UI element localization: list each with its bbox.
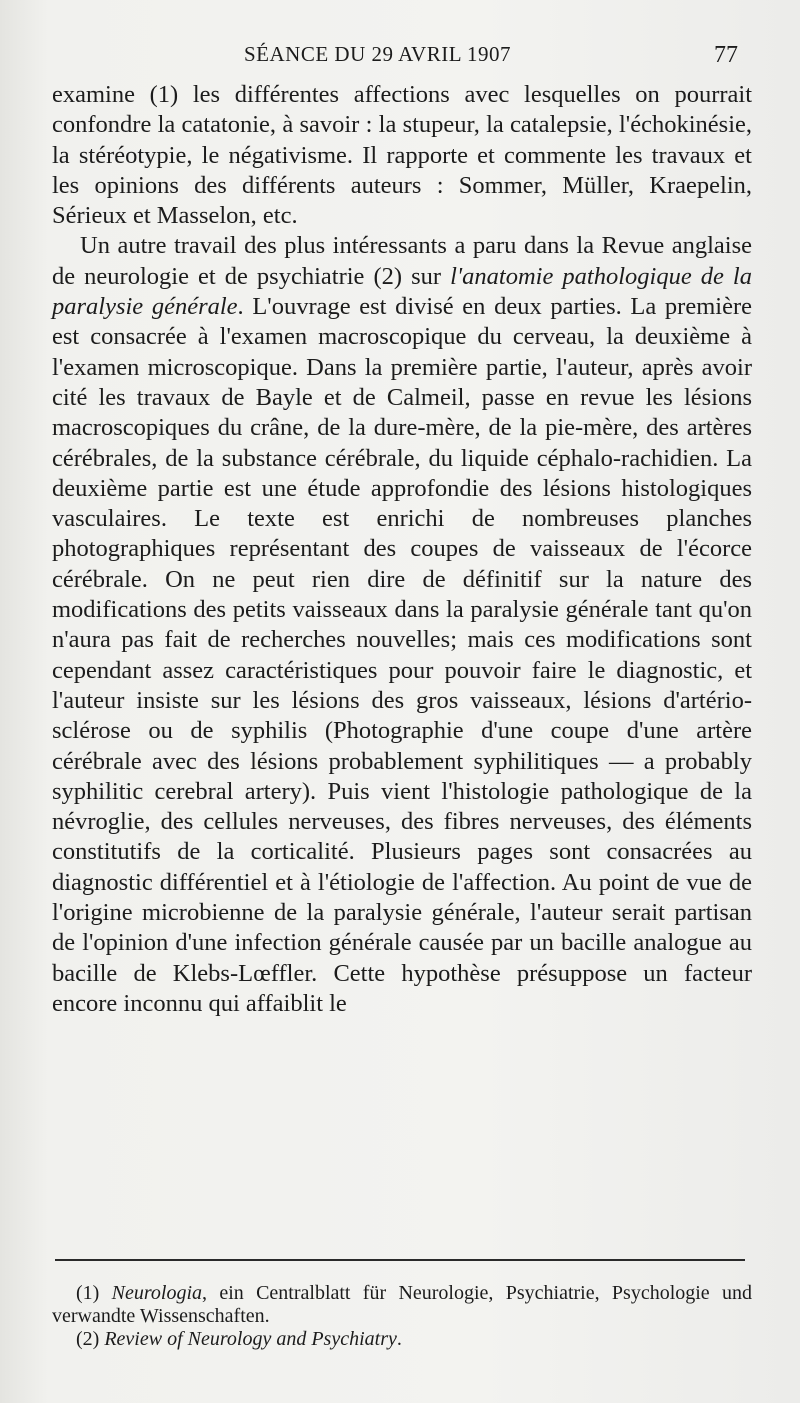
paragraph-1 [52, 80, 752, 231]
footnote-1-journal: Neurologia [111, 1282, 203, 1304]
footnote-2 [52, 1328, 752, 1351]
article-title: l'anatomie pathologique de la paralysie générale [52, 262, 752, 321]
page-number: 77 [714, 42, 738, 68]
footnote-1 [52, 1282, 752, 1328]
paragraph-2-intro: Un autre travail des plus intéressants a paru dans la Revue anglaise de neurologie et de psychiatrie (2) sur [52, 232, 752, 290]
footnote-1-number: (1) [76, 1282, 112, 1304]
footnotes [52, 1282, 752, 1351]
paragraph-1-text: examine (1) les différentes affections avec lesquelles on pourrait confondre la catatonie, à savoir : la stupeur, la catalepsie, l'échokinésie, la stéréotypie, le négativisme. Il rapporte et commente les travaux et les opinions des différents auteurs : Sommer, Müller, Kraepelin, Sérieux et Masselon, etc. [52, 81, 752, 230]
running-title: SÉANCE DU 29 AVRIL 1907 [244, 42, 512, 66]
footnote-2-journal: Review of Neurology and Psychiatry [104, 1328, 397, 1350]
footnote-2-number: (2) [76, 1328, 105, 1350]
footnote-rule [55, 1259, 745, 1261]
footnote-2-text: . [396, 1328, 402, 1350]
body-text [52, 80, 752, 1019]
footnote-1-text: , ein Centralblatt für Neurologie, Psychiatrie, Psychologie und verwandte Wissenschaften. [52, 1282, 752, 1327]
paragraph-2 [52, 231, 752, 1019]
page-header [0, 36, 800, 76]
paragraph-2-text: . L'ouvrage est divisé en deux parties. La première est consacrée à l'examen macroscopique du cerveau, la deuxième à l'examen microscopique. Dans la première partie, l'auteur, après avoir cité les travaux de Bayle et de Calmeil, passe en revue les lésions macroscopiques du crâne, de la dure-mère, de la pie-mère, des artères cérébrales, de la substance cérébrale, du liquide céphalo-rachidien. La deuxième partie est une étude approfondie des lésions histologiques vasculaires. Le texte est enrichi de nombreuses planches photographiques représentant des coupes de vaisseaux de l'écorce cérébrale. On ne peut rien dire de définitif sur la nature des modifications des petits vaisseaux dans la paralysie générale tant qu'on n'aura pas fait de recherches nouvelles; mais ces modifications sont cependant assez caractéristiques pour pouvoir faire le diagnostic, et l'auteur insiste sur les lésions des gros vaisseaux, lésions d'artério-sclérose ou de syphilis (Photographie d'une coupe d'une artère cérébrale avec des lésions probablement syphilitiques — a probably syphilitic cerebral artery). Puis vient l'histologie pathologique de la névroglie, des cellules nerveuses, des fibres nerveuses, des éléments constitutifs de la corticalité. Plusieurs pages sont consacrées au diagnostic différentiel et à l'étiologie de l'affection. Au point de vue de l'origine microbienne de la paralysie générale, l'auteur serait partisan de l'opinion d'une infection générale causée par un bacille analogue au bacille de Klebs-Lœffler. Cette hypothèse présuppose un facteur encore inconnu qui affaiblit le [52, 293, 752, 1017]
